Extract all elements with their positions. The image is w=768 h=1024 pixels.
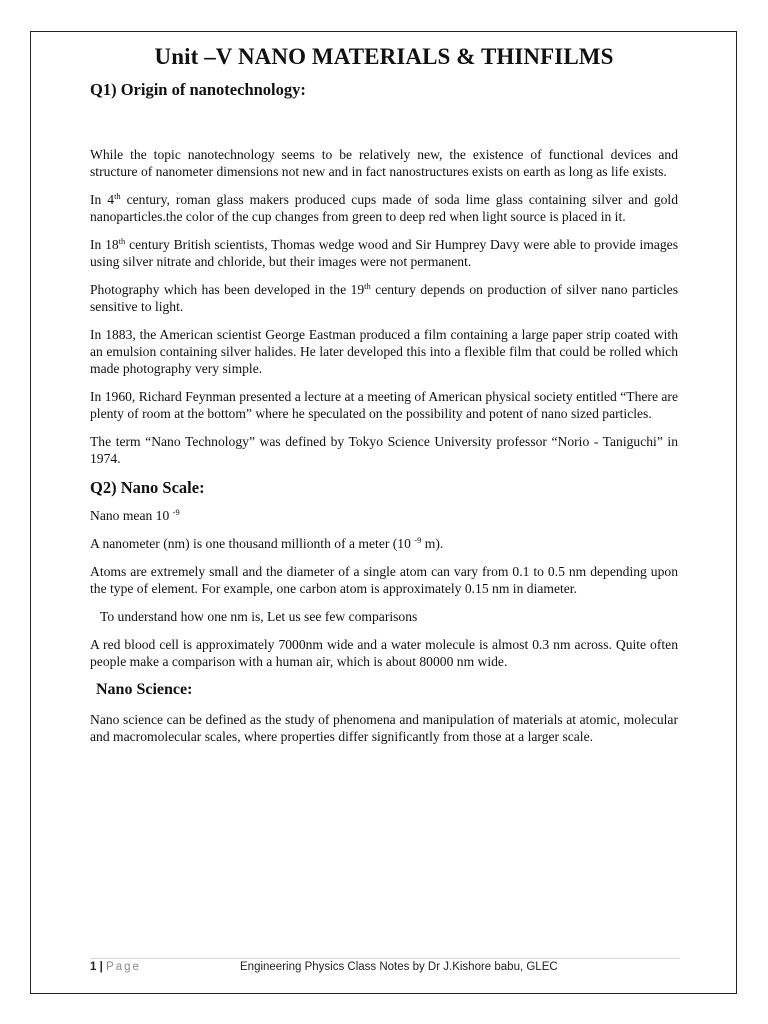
q1-paragraph-4: Photography which has been developed in the 19th century depends on production of silver nano particles sensitive to light. <box>90 281 679 314</box>
q1-heading: Q1) Origin of nanotechnology: <box>90 80 306 99</box>
page-label: Page <box>106 961 141 973</box>
nano-science-paragraph-1: Nano science can be defined as the study of phenomena and manipulation of materials at atomic, molecular and macromolecular scales, where properties differ significantly from those at a larger scale. <box>90 712 678 744</box>
footer-credit: Engineering Physics Class Notes by Dr J.Kishore babu, GLEC <box>240 961 558 973</box>
q1-paragraph-2: In 4th century, roman glass makers produced cups made of soda lime glass containing silver and gold nanoparticles.the color of the cup changes from green to deep red when light source is placed in it. <box>90 191 678 224</box>
superscript: th <box>114 191 121 201</box>
superscript: th <box>118 236 126 246</box>
q1-paragraph-5: In 1883, the American scientist George Eastman produced a film containing a large paper strip coated with an emulsion containing silver halides. He later developed this into a flexible film that could be rolled which made photography very simple. <box>90 327 678 376</box>
q1-paragraph-3: In 18th century British scientists, Thomas wedge wood and Sir Humprey Davy were able to provide images using silver nitrate and chloride, but their images were not permanent. <box>90 236 678 269</box>
nano-science-heading: Nano Science: <box>96 681 193 698</box>
q2-paragraph-4: To understand how one nm is, Let us see few comparisons <box>100 609 418 624</box>
superscript: -9 <box>414 535 422 545</box>
q1-paragraph-1: While the topic nanotechnology seems to be relatively new, the existence of functional devices and structure of nanometer dimensions not new and in fact nanostructures exists on earth as long as life exists. <box>90 147 678 179</box>
q2-heading: Q2) Nano Scale: <box>90 478 205 497</box>
document-body <box>90 44 678 756</box>
q1-paragraph-6: In 1960, Richard Feynman presented a lecture at a meeting of American physical society entitled “There are plenty of room at the bottom” where he speculated on the possibility and potent of nano sized particles. <box>90 389 678 421</box>
q2-paragraph-2: A nanometer (nm) is one thousand millionth of a meter (10 $^{-9}$ m). <box>90 535 444 551</box>
q1-paragraph-7: The term “Nano Technology” was defined by Tokyo Science University professor “Norio - Taniguchi” in 1974. <box>90 434 678 466</box>
superscript: th <box>364 281 371 291</box>
superscript: -9 <box>172 507 180 517</box>
q2-paragraph-3: Atoms are extremely small and the diameter of a single atom can vary from 0.1 to 0.5 nm depending upon the type of element. For example, one carbon atom is approximately 0.15 nm in diameter. <box>90 564 678 596</box>
q2-paragraph-5: A red blood cell is approximately 7000nm wide and a water molecule is almost 0.3 nm across. Quite often people make a comparison with a human air, which is about 80000 nm wide. <box>90 637 678 669</box>
footer-divider <box>90 958 680 959</box>
page-footer <box>90 961 680 973</box>
page-number: 1 <box>90 961 97 973</box>
q2-paragraph-1: Nano mean 10 $^{-9}$ <box>90 507 180 523</box>
footer-separator: | <box>99 961 103 973</box>
spacer <box>90 100 678 146</box>
document-title: Unit –V NANO MATERIALS & THINFILMS <box>154 44 614 69</box>
